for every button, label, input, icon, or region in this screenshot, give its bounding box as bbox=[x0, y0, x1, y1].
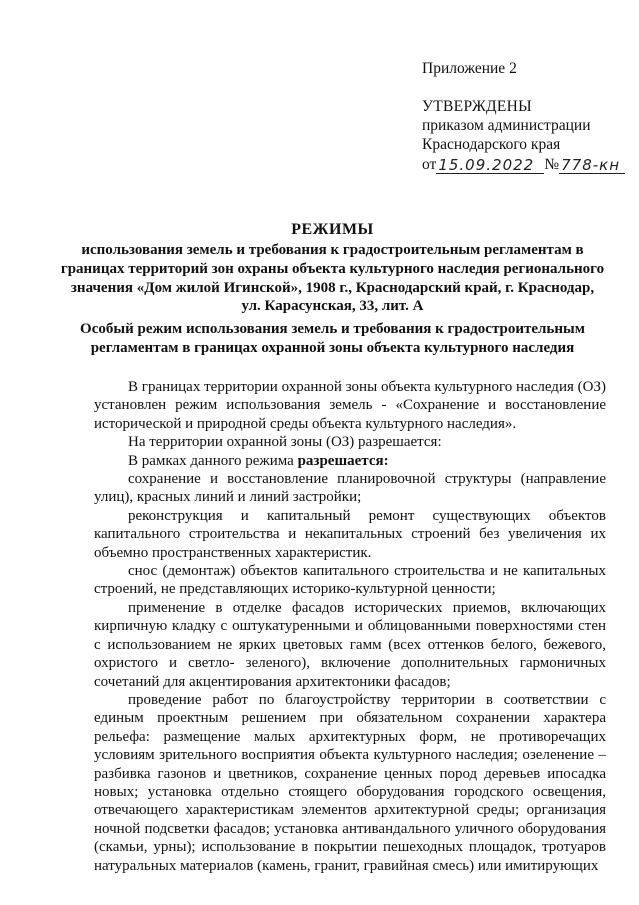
paragraph: проведение работ по благоустройству территории в соответствии с единым проектным решением при обязательном сохранении характера рельефа: размещение малых архитектурных форм, не противоречащих условиям зрительного восприятия объекта культурного наследия; озеленение –разбивка газонов и цветников, сохранение ценных пород деревьев ипосадка новых; установка отдельно стоящего оборудования городского освещения, отвечающего характеристикам элементов архитектурной среды; организация ночной подсветки фасадов; установка антивандального уличного оборудования (скамьи, урны); использование в покрытии пешеходных площадок, тротуаров натуральных материалов (камень, гранит, гравийная смесь) или имитирующих bbox=[94, 691, 606, 874]
handwritten-number: 778-кн bbox=[559, 157, 625, 174]
document-title: РЕЖИМЫ bbox=[291, 221, 374, 238]
appendix-label: Приложение 2 bbox=[422, 60, 517, 77]
paragraph bbox=[94, 452, 606, 470]
paragraph: сохранение и восстановление планировочной структуры (направление улиц), красных линий и линий застройки; bbox=[94, 471, 606, 506]
approved-line-2: Краснодарского края bbox=[422, 136, 561, 153]
approved-title: УТВЕРЖДЕНЫ bbox=[422, 98, 532, 115]
section-heading: Особый режим использования земель и требования к градостроительным регламентам в границах охранной зоны объекта культурного наследия bbox=[80, 321, 585, 356]
paragraph: снос (демонтаж) объектов капитального строительства и не капитальных строений, не представляющих историко-культурной ценности; bbox=[94, 563, 606, 598]
paragraph: В границах территории охранной зоны объекта культурного наследия (ОЗ) установлен режим использования земель - «Сохранение и восстановление исторической и природной среды объекта культурного наследия». bbox=[94, 379, 606, 432]
paragraph: На территории охранной зоны (ОЗ) разрешается: bbox=[128, 434, 442, 451]
document-subtitle: использования земель и требования к градостроительным регламентам в границах территорий зон охраны объекта культурного наследия регионального значения «Дом жилой Игинской», 1908 г., Краснодарский край, г. Краснодар, ул. Карасунская, 33, лит. А bbox=[60, 242, 605, 315]
approval-block bbox=[422, 97, 632, 174]
paragraph-text: В рамках данного режима bbox=[128, 452, 298, 469]
approved-line-1: приказом администрации bbox=[422, 117, 591, 134]
handwritten-date: 15.09.2022 bbox=[436, 157, 544, 174]
approval-date-row bbox=[422, 155, 632, 174]
paragraph-bold-text: разрешается: bbox=[297, 452, 389, 469]
number-sign: № bbox=[544, 156, 560, 173]
document-body bbox=[94, 378, 606, 875]
paragraph: применение в отделке фасадов исторических приемов, включающих кирпичную кладку с оштукатуренными и облицованными поверхностями стен с использованием не ярких цветовых гамм (всех оттенков белого, бежевого, охристого и светло- зеленого), включение дополнительных гармоничных сочетаний для акцентирования архитектоники фасадов; bbox=[94, 599, 606, 690]
paragraph: реконструкция и капитальный ремонт существующих объектов капитального строительства и некапитальных строений без увеличения их объемно пространственных характеристик. bbox=[94, 507, 606, 561]
date-prefix: от bbox=[422, 156, 437, 173]
